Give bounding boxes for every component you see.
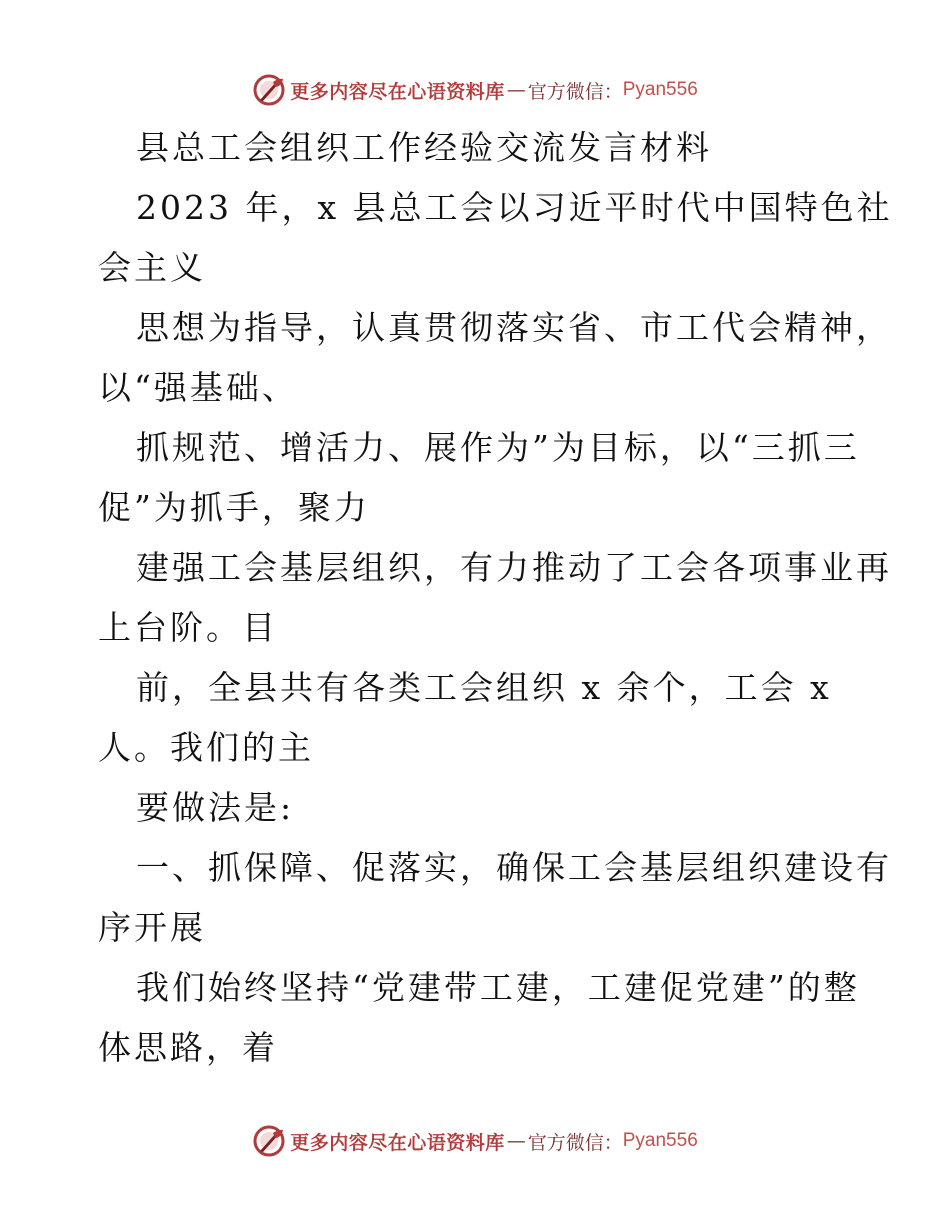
paragraph-line: 我们始终坚持“党建带工建，工建促党建”的整 [136,968,860,1007]
wechat-id: Pyan556 [622,79,698,100]
paragraph-line: 人。我们的主 [98,728,314,767]
wechat-label: 官方微信： [527,1131,623,1154]
banner-separator: — [506,1130,526,1152]
paragraph-line: 促”为抓手，聚力 [98,488,370,527]
paragraph-line: 2023 年，x 县总工会以习近平时代中国特色社 [136,188,893,227]
paragraph-line: 抓规范、增活力、展作为”为目标，以“三抓三 [136,428,860,467]
paragraph-line: 上台阶。目 [98,608,278,647]
document-body [98,118,893,1078]
wechat-id: Pyan556 [622,1130,698,1151]
paragraph-line: 前，全县共有各类工会组织 x 余个，工会 x [136,668,832,707]
banner-separator: — [506,79,526,101]
paragraph-line: 建强工会基层组织，有力推动了工会各项事业再 [136,548,892,587]
paragraph-line: 体思路，着 [98,1028,278,1067]
paragraph-line: 思想为指导，认真贯彻落实省、市工代会精神， [136,308,892,347]
footer-banner [0,1121,950,1161]
section-heading-cont: 序开展 [98,908,206,947]
document-title: 县总工会组织工作经验交流发言材料 [136,128,712,167]
wechat-label: 官方微信： [527,80,623,103]
paragraph-line: 会主义 [98,248,206,287]
banner-text: 更多内容尽在心语资料库 [290,80,505,103]
paragraph-line: 要做法是: [136,788,295,827]
header-banner [0,70,950,110]
paragraph-line: 以“强基础、 [98,368,298,407]
banner-text: 更多内容尽在心语资料库 [290,1131,505,1154]
quill-logo-icon [252,73,286,107]
quill-logo-icon [252,1124,286,1158]
section-heading: 一、抓保障、促落实，确保工会基层组织建设有 [136,848,892,887]
